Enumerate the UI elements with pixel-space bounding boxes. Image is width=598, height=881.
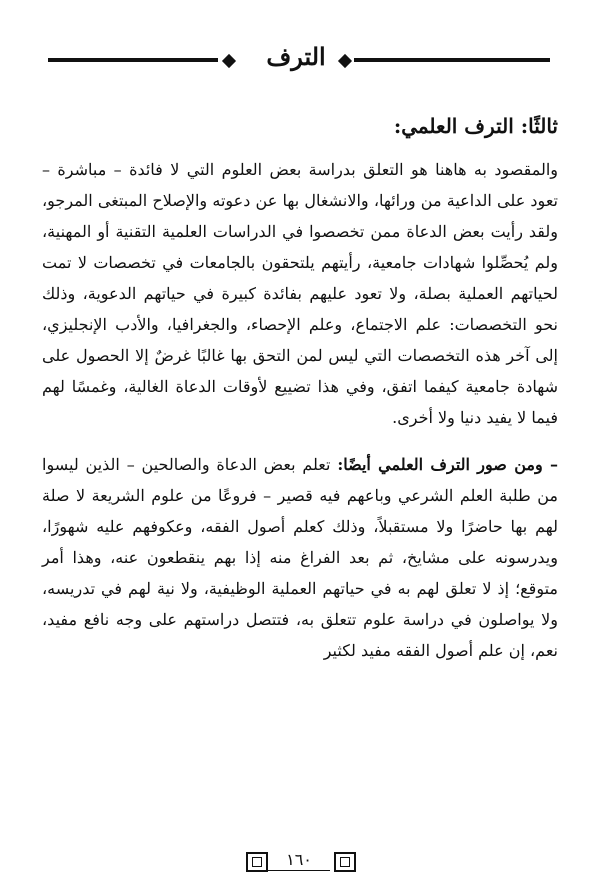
frame-ornament-right-icon [334, 852, 356, 872]
header-rule-right [354, 58, 550, 62]
page-body [42, 106, 558, 666]
running-title: الترف [266, 42, 326, 71]
page-number-underline [268, 870, 330, 871]
paragraph-1-text: والمقصود به هاهنا هو التعلق بدراسة بعض العلوم التي لا فائدة – مباشرة – تعود على الداعية من ورائها، والانشغال بها عن دعوته والإصلاح المبتغى المرجو، ولقد رأيت بعض الدعاة ممن تخصصوا في الدراسات العلمية التقنية أو المهنية، ولم يُحصِّلوا شهادات جامعية، رأيتهم يلتحقون بالجامعات في تخصصات لا تمت لحياتهم العملية بصلة، ولا تعود عليهم بفائدة كبيرة في حياتهم الدعوية، وذلك نحو التخصصات: علم الاجتماع، وعلم الإحصاء، والجغرافيا، والأدب الإنجليزي، إلى آخر هذه التخصصات التي ليس لمن التحق بها غالبًا غرضٌ إلا الحصول على شهادة جامعية كيفما اتفق، وفي هذا تضييع لأوقات الدعاة الغالية، وغمسًا لهم فيما لا يفيد دنيا ولا أخرى. [42, 160, 558, 427]
page-footer [0, 846, 598, 876]
paragraph-2 [42, 449, 558, 666]
frame-ornament-left-icon [246, 852, 268, 872]
section-heading: ثالثًا: الترف العلمي: [393, 114, 558, 138]
paragraph-2-text: تعلم بعض الدعاة والصالحين – الذين ليسوا من طلبة العلم الشرعي وباعهم فيه قصير – فروعًا من علوم الشريعة لا صلة لهم بها حاضرًا ولا مستقبلاً، وذلك كعلم أصول الفقه، وعكوفهم عليه شهورًا، ويدرسونه على مشايخ، ثم بعد الفراغ منه إذا بهم ينقطعون عنه، وهذا أمر متوقع؛ إذ لا تعلق لهم به في حياتهم العملية الوظيفية، ولا نية لهم في تدريسه، ولا يواصلون في دراسة علوم تتعلق به، فتتصل دراستهم على وجه نافع مفيد، نعم، إن علم أصول الفقه مفيد لكثير [42, 455, 558, 660]
header-rule-left [48, 58, 218, 62]
paragraph-1 [42, 154, 558, 433]
page-header [48, 40, 550, 80]
diamond-ornament-left [222, 54, 236, 68]
page-number: ١٦٠ [286, 850, 312, 869]
paragraph-2-lead: – ومن صور الترف العلمي أيضًا: [337, 455, 559, 474]
